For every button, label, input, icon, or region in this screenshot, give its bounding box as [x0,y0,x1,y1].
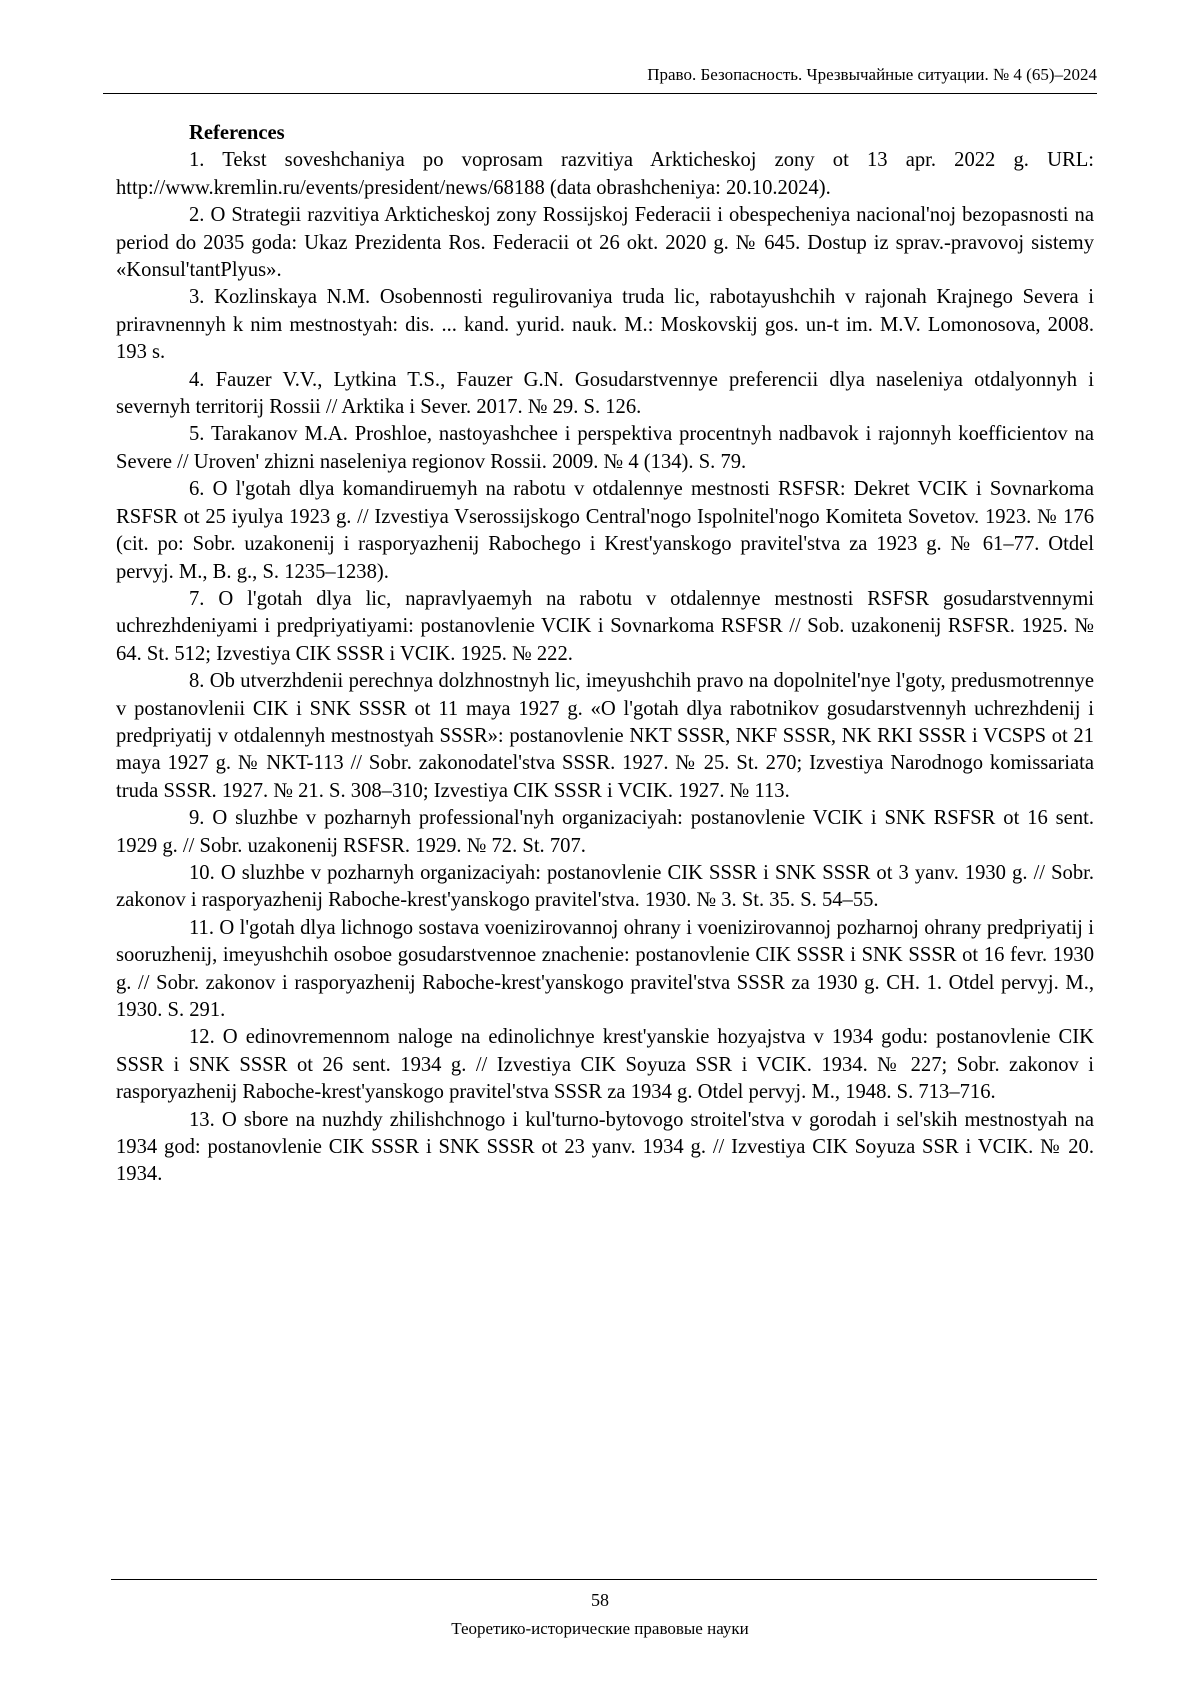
reference-item: 2. O Strategii razvitiya Arkticheskoj zony Rossijskoj Federacii i obespecheniya nacional'noj bezopasnosti na period do 2035 goda: Ukaz Prezidenta Ros. Federacii ot 26 okt. 2020 g. № 645. Dostup iz sprav.-pravovoj sistemy «Konsul'tantPlyus». [116,204,1094,282]
running-header: Право. Безопасность. Чрезвычайные ситуации. № 4 (65)–2024 [647,65,1097,84]
reference-list [116,147,1094,1188]
reference-item: 10. O sluzhbe v pozharnyh organizaciyah: postanovlenie CIK SSSR i SNK SSSR ot 3 yanv. 1930 g. // Sobr. zakonov i rasporyazhenij Raboche-krest'yanskogo pravitel'stva. 1930. № 3. St. 35. S. 54–55. [116,861,1094,912]
page-number: 58 [591,1590,609,1610]
reference-item: 5. Tarakanov M.A. Proshloe, nastoyashchee i perspektiva procentnyh nadbavok i rajonnyh koefficientov na Severe // Uroven' zhizni naseleniya regionov Rossii. 2009. № 4 (134). S. 79. [116,423,1094,473]
reference-item: 9. O sluzhbe v pozharnyh professional'nyh organizaciyah: postanovlenie VCIK i SNK RSFSR ot 16 sent. 1929 g. // Sobr. uzakonenij RSFSR. 1929. № 72. St. 707. [116,807,1094,857]
reference-item: 7. O l'gotah dlya lic, napravlyaemyh na rabotu v otdalennye mestnosti RSFSR gosudarstvennymi uchrezhdeniyami i predpriyatiyami: postanovlenie VCIK i Sovnarkoma RSFSR // Sob. uzakonenij RSFSR. 1925. № 64. St. 512; Izvestiya CIK SSSR i VCIK. 1925. № 222. [116,587,1094,665]
references-heading: References [189,122,285,144]
reference-item: 6. O l'gotah dlya komandiruemyh na rabotu v otdalennye mestnosti RSFSR: Dekret VCIK i Sovnarkoma RSFSR ot 25 iyulya 1923 g. // Izvestiya Vserossijskogo Central'nogo Ispolnitel'nogo Komiteta Sovetov. 1923. № 176 (cit. po: Sobr. uzakonenij i rasporyazhenij Rabochego i Krest'yanskogo pravitel'stva za 1923 g. № 61–77. Otdel pervyj. M., B. g., S. 1235–1238). [116,478,1094,583]
header-divider [103,93,1097,94]
reference-item: 3. Kozlinskaya N.M. Osobennosti regulirovaniya truda lic, rabotayushchih v rajonah Krajnego Severa i priravnennyh k nim mestnostyah: dis. ... kand. yurid. nauk. M.: Moskovskij gos. un-t im. M.V. Lomonosova, 2008. 193 s. [116,286,1094,364]
reference-item: 4. Fauzer V.V., Lytkina T.S., Fauzer G.N. Gosudarstvennye preferencii dlya naseleniya otdalyonnyh i severnyh territorij Rossii // Arktika i Sever. 2017. № 29. S. 126. [116,368,1094,419]
reference-item: 12. O edinovremennom naloge na edinolichnye krest'yanskie hozyajstva v 1934 godu: postanovlenie CIK SSSR i SNK SSSR ot 26 sent. 1934 g. // Izvestiya CIK Soyuza SSR i VCIK. 1934. № 227; Sobr. zakonov i rasporyazhenij Raboche-krest'yanskogo pravitel'stva SSSR za 1934 g. Otdel pervyj. M., 1948. S. 713–716. [116,1026,1094,1104]
reference-item: 8. Ob utverzhdenii perechnya dolzhnostnyh lic, imeyushchih pravo na dopolnitel'nye l'goty, predusmotrennye v postanovlenii CIK i SNK SSSR ot 11 maya 1927 g. «O l'gotah dlya rabotnikov gosudarstvennyh uchrezhdenij i predpriyatij v otdalennyh mestnostyah SSSR»: postanovlenie NKT SSSR, NKF SSSR, NK RKI SSSR i VCSPS ot 21 maya 1927 g. № NKT-113 // Sobr. zakonodatel'stva SSSR. 1927. № 25. St. 270; Izvestiya Narodnogo komissariata truda SSSR. 1927. № 21. S. 308–310; Izvestiya CIK SSSR i VCIK. 1927. № 113. [116,670,1094,802]
reference-item: 13. O sbore na nuzhdy zhilishchnogo i kul'turno-bytovogo stroitel'stva v gorodah i sel'skih mestnostyah na 1934 god: postanovlenie CIK SSSR i SNK SSSR ot 23 yanv. 1934 g. // Izvestiya CIK Soyuza SSR i VCIK. № 20. 1934. [116,1108,1094,1186]
references-section [116,120,1094,1189]
footer-divider [111,1579,1097,1580]
running-footer: Теоретико-исторические правовые науки [451,1619,749,1638]
reference-item: 1. Tekst soveshchaniya po voprosam razvitiya Arkticheskoj zony ot 13 apr. 2022 g. URL: http://www.kremlin.ru/events/president/news/68188 (data obrashcheniya: 20.10.2024). [116,149,1094,199]
reference-item: 11. O l'gotah dlya lichnogo sostava voenizirovannoj ohrany i voenizirovannoj pozharnoj ohrany predpriyatij i sooruzhenij, imeyushchih osoboe gosudarstvennoe znachenie: postanovlenie CIK SSSR i SNK SSSR ot 16 fevr. 1930 g. // Sobr. zakonov i rasporyazhenij Raboche-krest'yanskogo pravitel'stva SSSR za 1930 g. CH. 1. Otdel pervyj. M., 1930. S. 291. [116,916,1094,1021]
